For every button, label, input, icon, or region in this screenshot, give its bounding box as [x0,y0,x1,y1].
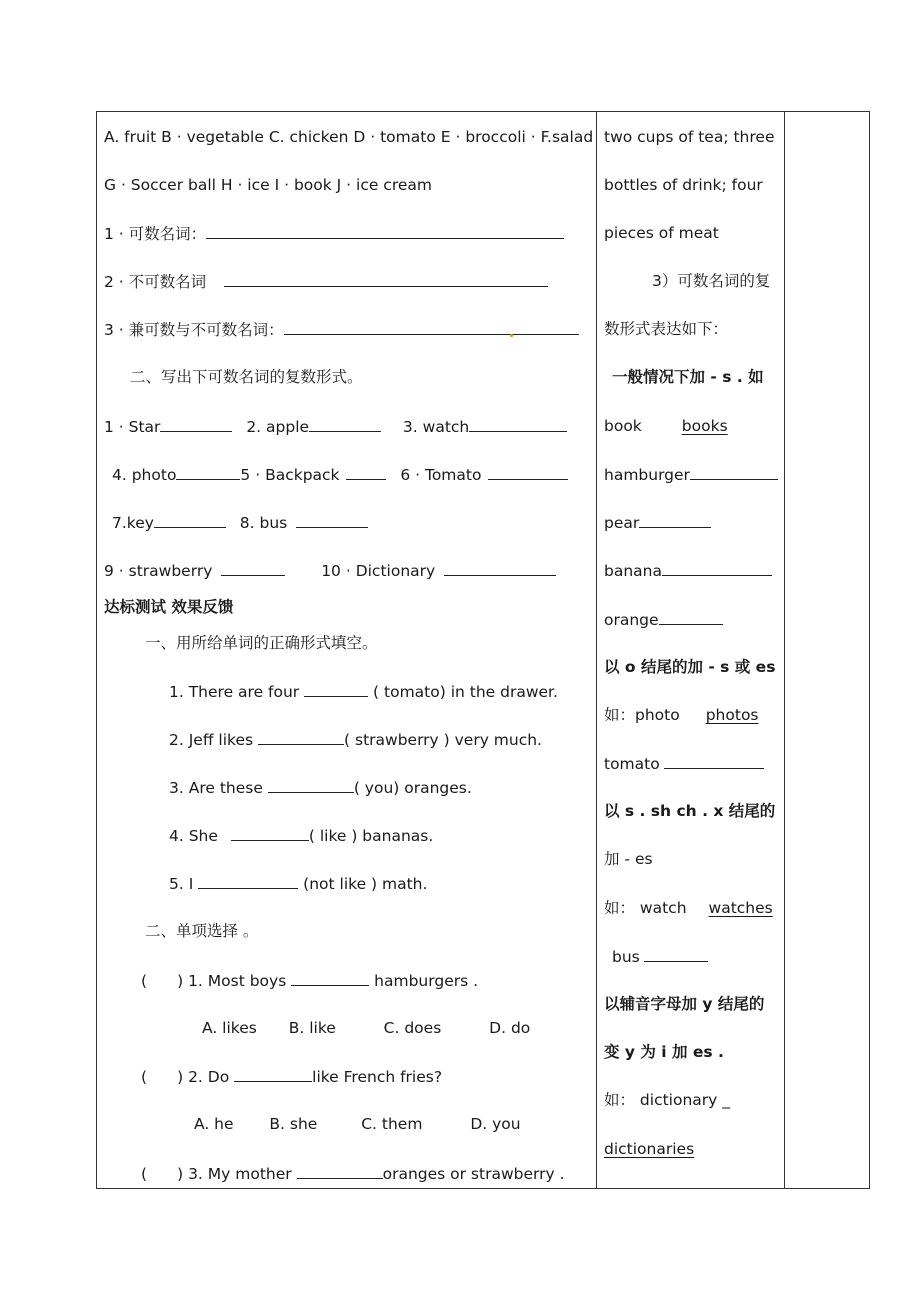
fill-blank[interactable] [231,824,309,841]
note-line: two cups of tea; three [604,128,775,146]
plural-blank[interactable] [221,559,285,576]
note-line: 3）可数名词的复 [652,272,771,290]
fill-hint: ( tomato) in the drawer. [373,683,558,701]
fill-blank[interactable] [198,872,298,889]
uncountable-question [104,270,548,293]
choice-options-1 [202,1017,530,1039]
choice-stem: 2. Do [188,1068,230,1086]
plural-row-4 [104,559,556,582]
example-word: orange [604,611,659,629]
countable-question [104,222,564,245]
choice-after: hamburgers . [374,972,479,990]
both-answer-blank[interactable] [284,318,579,335]
plural-item-apple: 2. apple [246,418,310,436]
fill-hint: (not like ) math. [303,875,428,893]
choice-stem: 1. Most boys [188,972,287,990]
stray-mark [510,334,513,337]
option-d: D. you [470,1115,521,1133]
rule-y-ending: 以辅音字母加 y 结尾的 [604,995,765,1013]
answer-blank[interactable] [639,511,711,528]
plural-blank[interactable] [346,463,386,480]
answer-paren-open: ( [141,1068,148,1086]
example-word: book [604,417,642,435]
choice-blank [234,1065,312,1082]
choice-question-1 [141,969,478,992]
answer-paren-close: ) [177,972,184,990]
plural-blank[interactable] [309,415,381,432]
answer-blank[interactable] [644,945,708,962]
plural-item-bus: 8. bus [239,514,288,532]
plural-item-star: 1 · Star [104,418,161,436]
example-word: banana [604,562,662,580]
example-word: pear [604,514,640,532]
example-dictionaries: dictionaries [604,1140,695,1158]
fill-item-5 [169,872,427,895]
option-a: A. likes [202,1019,257,1037]
plural-blank[interactable] [444,559,556,576]
choice-options-2 [194,1113,521,1135]
plural-blank[interactable] [469,415,567,432]
plural-item-key: 7.key [112,514,154,532]
example-word: tomato [604,755,660,773]
answer-paren-close: ) [177,1165,184,1183]
option-a: A. he [194,1115,234,1133]
fill-stem: 3. Are these [169,779,263,797]
option-d: D. do [489,1019,531,1037]
choice-after: oranges or strawberry . [382,1165,565,1183]
note-line: 数形式表达如下： [604,320,729,338]
example-word: 如： watch [604,899,687,917]
answer-blank[interactable] [664,752,764,769]
fill-stem: 4. She [169,827,218,845]
example-hamburger [604,463,778,486]
both-question [104,318,579,341]
fill-title: 一、用所给单词的正确形式填空。 [145,634,378,652]
plural-item-strawberry: 9 · strawberry [104,562,213,580]
note-line: pieces of meat [604,224,719,242]
options-row-1: A. fruit B · vegetable C. chicken D · tomato E · broccoli · F.salad [104,128,594,146]
fill-item-3 [169,776,472,799]
option-c: C. them [361,1115,423,1133]
answer-paren-open: ( [141,1165,148,1183]
plural-blank[interactable] [160,415,232,432]
fill-blank[interactable] [304,680,368,697]
plural-row-3 [112,511,368,534]
notes-column [597,111,784,1189]
plural-item-dictionary: 10 · Dictionary [321,562,436,580]
fill-hint: ( strawberry ) very much. [344,731,542,749]
note-line: bottles of drink; four [604,176,763,194]
fill-hint: ( you) oranges. [353,779,472,797]
rule-general: 一般情况下加 - s . 如 [612,368,764,386]
plural-row-2 [112,463,568,486]
answer-paren-open: ( [141,972,148,990]
plural-item-watch: 3. watch [402,418,470,436]
example-word: hamburger [604,466,690,484]
example-orange [604,608,723,631]
fill-stem: 2. Jeff likes [169,731,254,749]
example-banana [604,559,772,582]
choice-blank [291,969,369,986]
blank-column [785,111,870,1189]
options-row-2: G · Soccer ball H · ice I · book J · ice cream [104,176,432,194]
countable-answer-blank[interactable] [206,222,564,239]
test-heading: 达标测试 效果反馈 [104,598,234,616]
fill-hint: ( like ) bananas. [308,827,434,845]
fill-item-1 [169,680,558,703]
fill-stem: 1. There are four [169,683,300,701]
example-pear [604,511,711,534]
countable-label: 1 · 可数名词： [104,225,207,243]
rule-es: 加 - es [604,850,653,868]
section2-title: 二、写出下可数名词的复数形式。 [130,368,363,386]
choice-question-2 [141,1065,442,1088]
rule-y-change: 变 y 为 i 加 es . [604,1043,724,1061]
plural-item-backpack: 5 · Backpack [240,466,340,484]
answer-blank[interactable] [659,608,723,625]
option-b: B. like [288,1019,336,1037]
plural-blank[interactable] [488,463,568,480]
fill-item-4 [169,824,433,847]
example-word: bus [612,948,640,966]
answer-blank[interactable] [662,559,772,576]
example-book [604,415,728,437]
choice-blank [297,1162,383,1179]
uncountable-answer-blank[interactable] [224,270,548,287]
fill-stem: 5. I [169,875,194,893]
choice-after: like French fries? [312,1068,443,1086]
rule-o-ending: 以 o 结尾的加 - s 或 es [604,658,776,676]
option-b: B. she [269,1115,318,1133]
answer-blank[interactable] [690,463,778,480]
left-column [97,111,596,1189]
fill-blank[interactable] [258,728,344,745]
example-bus [612,945,708,968]
plural-blank[interactable] [154,511,226,528]
plural-blank[interactable] [176,463,240,480]
fill-blank[interactable] [268,776,354,793]
example-answer: photos [705,706,759,724]
example-answer: watches [708,899,773,917]
option-c: C. does [383,1019,442,1037]
choice-title: 二、单项选择 。 [145,922,259,940]
plural-blank[interactable] [296,511,368,528]
example-tomato [604,752,764,775]
both-label: 3 · 兼可数与不可数名词： [104,321,284,339]
example-dictionary: 如： dictionary _ [604,1091,731,1109]
plural-row-1 [104,415,567,438]
example-answer: books [681,417,728,435]
choice-stem: 3. My mother [188,1165,292,1183]
plural-item-tomato: 6 · Tomato [400,466,482,484]
uncountable-label: 2 · 不可数名词 [104,273,207,291]
example-word: 如：photo [604,706,680,724]
rule-s-sh-ch-x: 以 s . sh ch . x 结尾的 [604,802,776,820]
choice-question-3 [141,1162,565,1185]
answer-paren-close: ) [177,1068,184,1086]
example-photo [604,704,759,726]
fill-item-2 [169,728,542,751]
plural-item-photo: 4. photo [112,466,177,484]
example-watch [604,897,773,919]
